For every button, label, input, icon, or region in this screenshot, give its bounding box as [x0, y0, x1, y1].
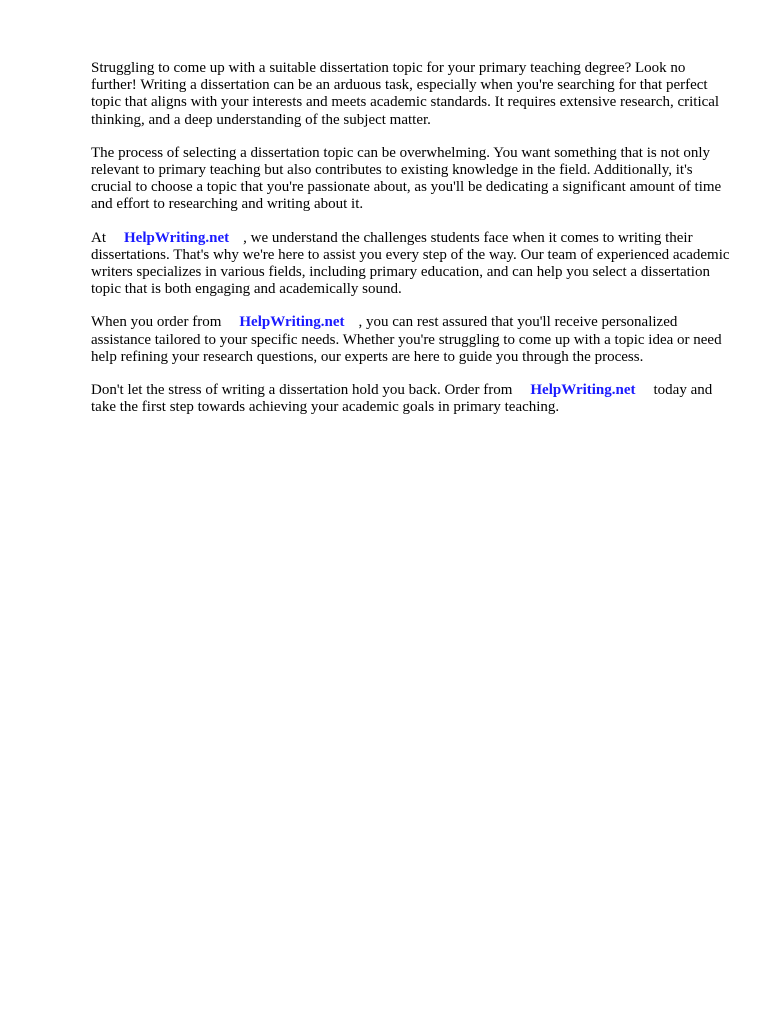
paragraph-text-after-link: , we understand the challenges students face when it comes to writing their dissertations. That's why we're here to assist you every step of the way. Our team of experienced academic writers specializes in various fields, including primary education, and can help you select a dissertation topic that is both engaging and academically sound. — [91, 229, 730, 298]
paragraph-call-to-action — [91, 382, 731, 416]
helpwriting-link[interactable]: HelpWriting.net — [530, 382, 636, 399]
paragraph-text-after-link: , you can rest assured that you'll receive personalized assistance tailored to your specific needs. Whether you're struggling to come up with a topic idea or need help refining your research questions, our experts are here to guide you through the process. — [91, 314, 722, 365]
document-page — [91, 60, 731, 432]
paragraph-text-before-link: At — [91, 229, 106, 246]
paragraph-personalized-assistance — [91, 314, 731, 366]
paragraph-topic-selection: The process of selecting a dissertation topic can be overwhelming. You want something that is not only relevant to primary teaching but also contributes to existing knowledge in the field. Additionally, it's crucial to choose a topic that you're passionate about, as you'll be dedicating a significant amount of time and effort to researching and writing about it. — [91, 144, 722, 213]
paragraph-intro: Struggling to come up with a suitable dissertation topic for your primary teaching degree? Look no further! Writing a dissertation can be an arduous task, especially when you're searching for that perfect topic that aligns with your interests and meets academic standards. It requires extensive research, critical thinking, and a deep understanding of the subject matter. — [91, 60, 720, 128]
paragraph-text-before-link: When you order from — [91, 314, 222, 331]
helpwriting-link[interactable]: HelpWriting.net — [124, 229, 230, 246]
paragraph-about-service — [91, 230, 731, 299]
paragraph-text-before-link: Don't let the stress of writing a dissertation hold you back. Order from — [91, 382, 513, 399]
helpwriting-link[interactable]: HelpWriting.net — [239, 314, 345, 331]
paragraph-text-after-link: today and take the first step towards achieving your academic goals in primary teaching. — [91, 382, 713, 416]
